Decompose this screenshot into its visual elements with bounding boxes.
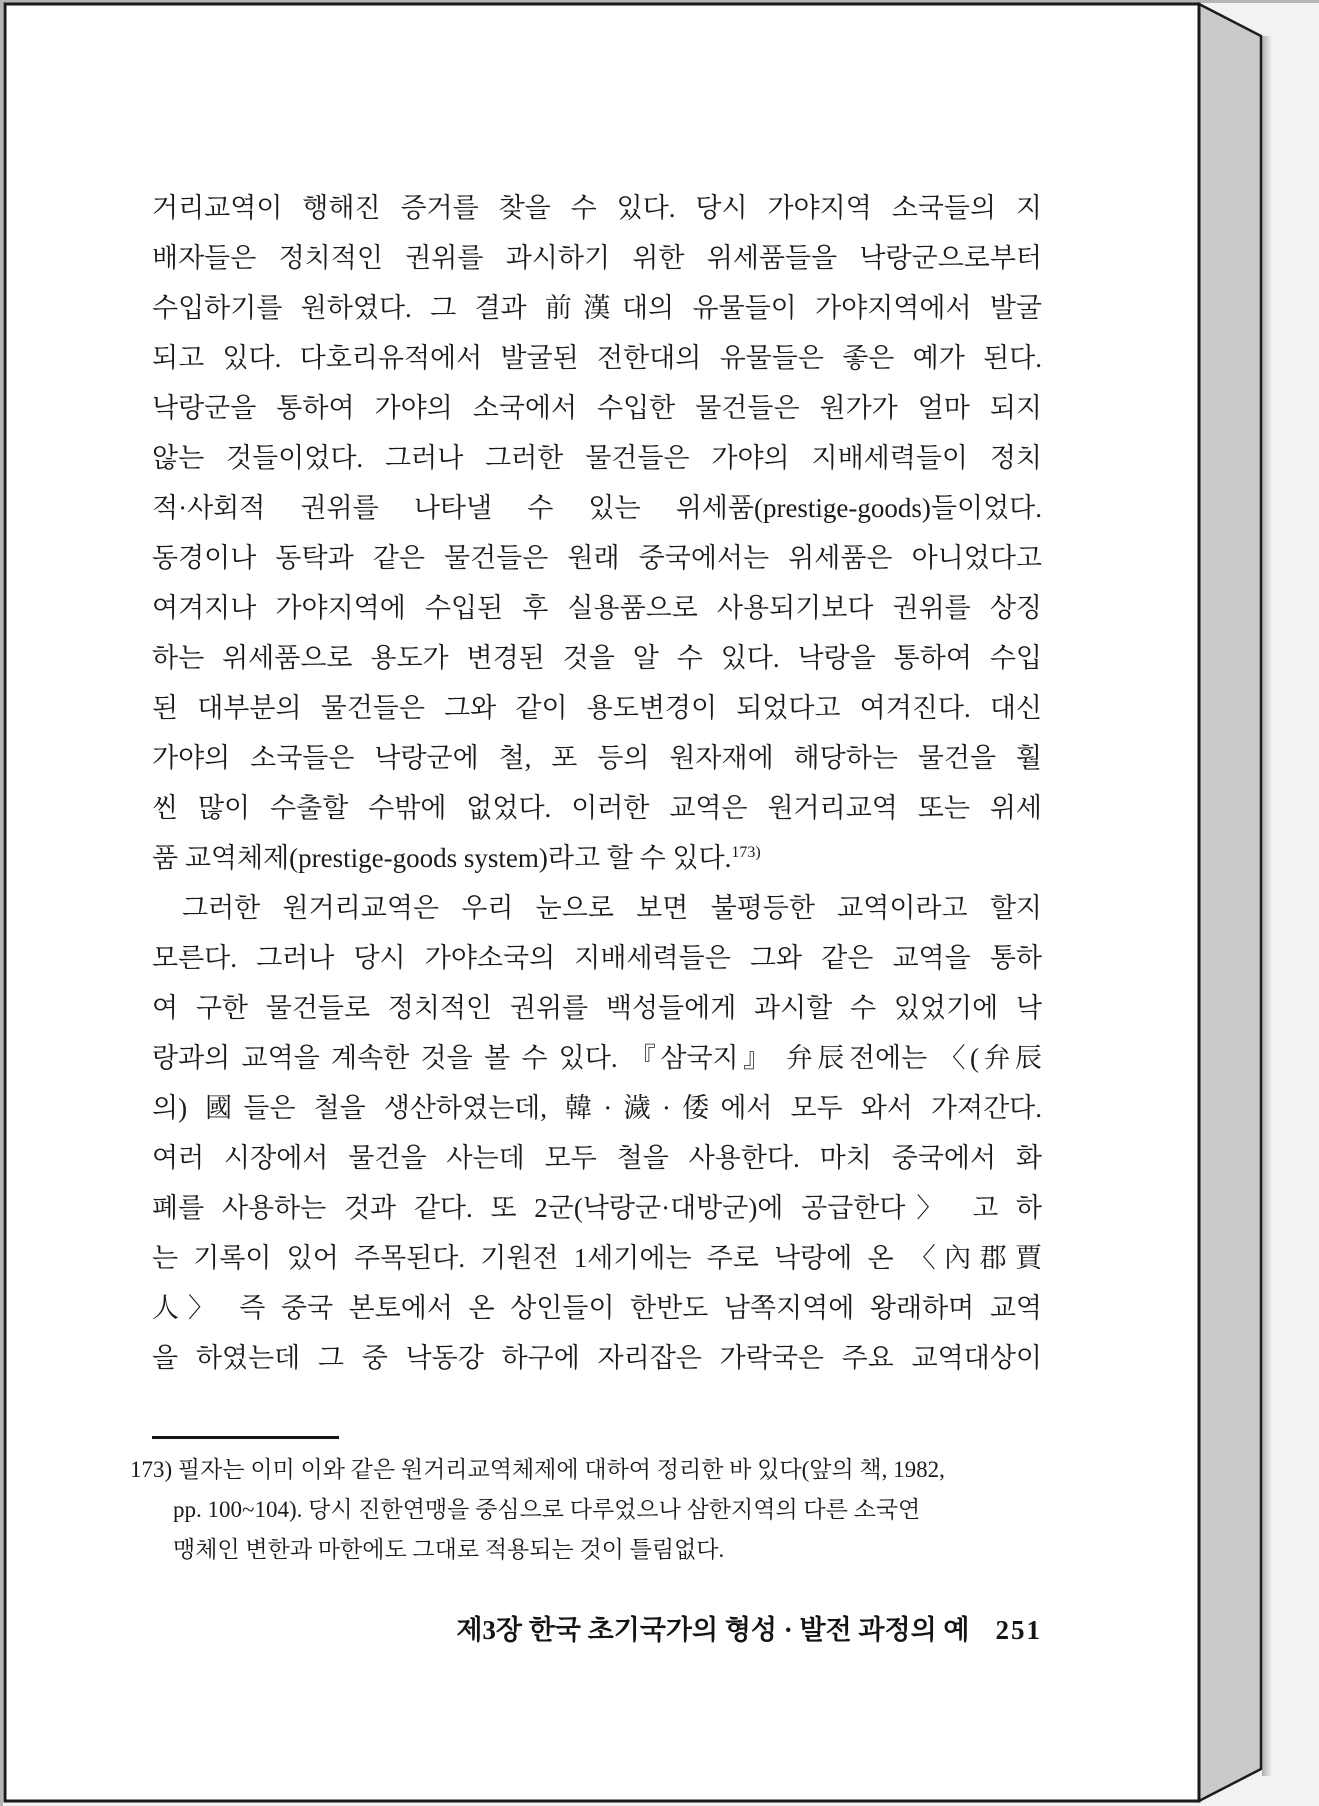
body-line: 랑과의 교역을 계속한 것을 볼 수 있다. 『삼국지』 弁辰전에는 〈(弁辰: [152, 1043, 1042, 1073]
body-line: 배자들은 정치적인 권위를 과시하기 위한 위세품들을 낙랑군으로부터: [152, 243, 1042, 273]
body-line: 는 기록이 있어 주목된다. 기원전 1세기에는 주로 낙랑에 온 〈內郡賈: [152, 1243, 1042, 1273]
body-line: 그러한 원거리교역은 우리 눈으로 보면 불평등한 교역이라고 할지: [182, 893, 1042, 923]
chapter-title: 제3장 한국 초기국가의 형성 · 발전 과정의 예: [456, 1615, 970, 1645]
body-line: 된 대부분의 물건들은 그와 같이 용도변경이 되었다고 여겨진다. 대신: [152, 693, 1042, 723]
footnote: [130, 1450, 1048, 1570]
body-line: 의) 國들은 철을 생산하였는데, 韓·濊·倭에서 모두 와서 가져간다.: [152, 1093, 1042, 1123]
body-line: 가야의 소국들은 낙랑군에 철, 포 등의 원자재에 해당하는 물건을 훨: [152, 743, 1042, 773]
running-footer: [152, 1610, 1042, 1650]
body-line: 않는 것들이었다. 그러나 그러한 물건들은 가야의 지배세력들이 정치: [152, 443, 1042, 473]
body-line: 적·사회적 권위를 나타낼 수 있는 위세품(prestige-goods)들이었다.: [152, 493, 1042, 523]
body-line: 동경이나 동탁과 같은 물건들은 원래 중국에서는 위세품은 아니었다고: [152, 543, 1042, 573]
body-line: 人〉 즉 중국 본토에서 온 상인들이 한반도 남쪽지역에 왕래하며 교역: [152, 1293, 1042, 1323]
body-line: 여러 시장에서 물건을 사는데 모두 철을 사용한다. 마치 중국에서 화: [152, 1143, 1042, 1173]
body-line: 거리교역이 행해진 증거를 찾을 수 있다. 당시 가야지역 소국들의 지: [152, 193, 1042, 223]
footnote-line: 맹체인 변한과 마한에도 그대로 적용되는 것이 틀림없다.: [173, 1537, 725, 1562]
footnote-ref: 173): [731, 844, 761, 861]
footnote-separator: [152, 1436, 339, 1439]
footnote-line: 173) 필자는 이미 이와 같은 원거리교역체제에 대하여 정리한 바 있다(앞의 책, 1982,: [130, 1457, 945, 1482]
body-line: 여겨지나 가야지역에 수입된 후 실용품으로 사용되기보다 권위를 상징: [152, 593, 1042, 623]
body-line: 씬 많이 수출할 수밖에 없었다. 이러한 교역은 원거리교역 또는 위세: [152, 793, 1042, 823]
body-text: [152, 183, 1042, 1383]
body-line: 하는 위세품으로 용도가 변경된 것을 알 수 있다. 낙랑을 통하여 수입: [152, 643, 1042, 673]
body-line: 낙랑군을 통하여 가야의 소국에서 수입한 물건들은 원가가 얼마 되지: [152, 393, 1042, 423]
body-line: 수입하기를 원하였다. 그 결과 前漢대의 유물들이 가야지역에서 발굴: [152, 293, 1042, 323]
body-line: 품 교역체제(prestige-goods system)라고 할 수 있다.$^{173)}$: [152, 843, 761, 873]
body-line: 모른다. 그러나 당시 가야소국의 지배세력들은 그와 같은 교역을 통하: [152, 943, 1042, 973]
body-line: 되고 있다. 다호리유적에서 발굴된 전한대의 유물들은 좋은 예가 된다.: [152, 343, 1042, 373]
footnote-line: pp. 100~104). 당시 진한연맹을 중심으로 다루었으나 삼한지역의 다른 소국연: [173, 1497, 921, 1522]
body-line: 여 구한 물건들로 정치적인 권위를 백성들에게 과시할 수 있었기에 낙: [152, 993, 1042, 1023]
body-line: 을 하였는데 그 중 낙동강 하구에 자리잡은 가락국은 주요 교역대상이: [152, 1343, 1042, 1373]
body-line: 폐를 사용하는 것과 같다. 또 2군(낙랑군·대방군)에 공급한다〉 고 하: [152, 1193, 1042, 1223]
page-number: 251: [995, 1615, 1042, 1645]
